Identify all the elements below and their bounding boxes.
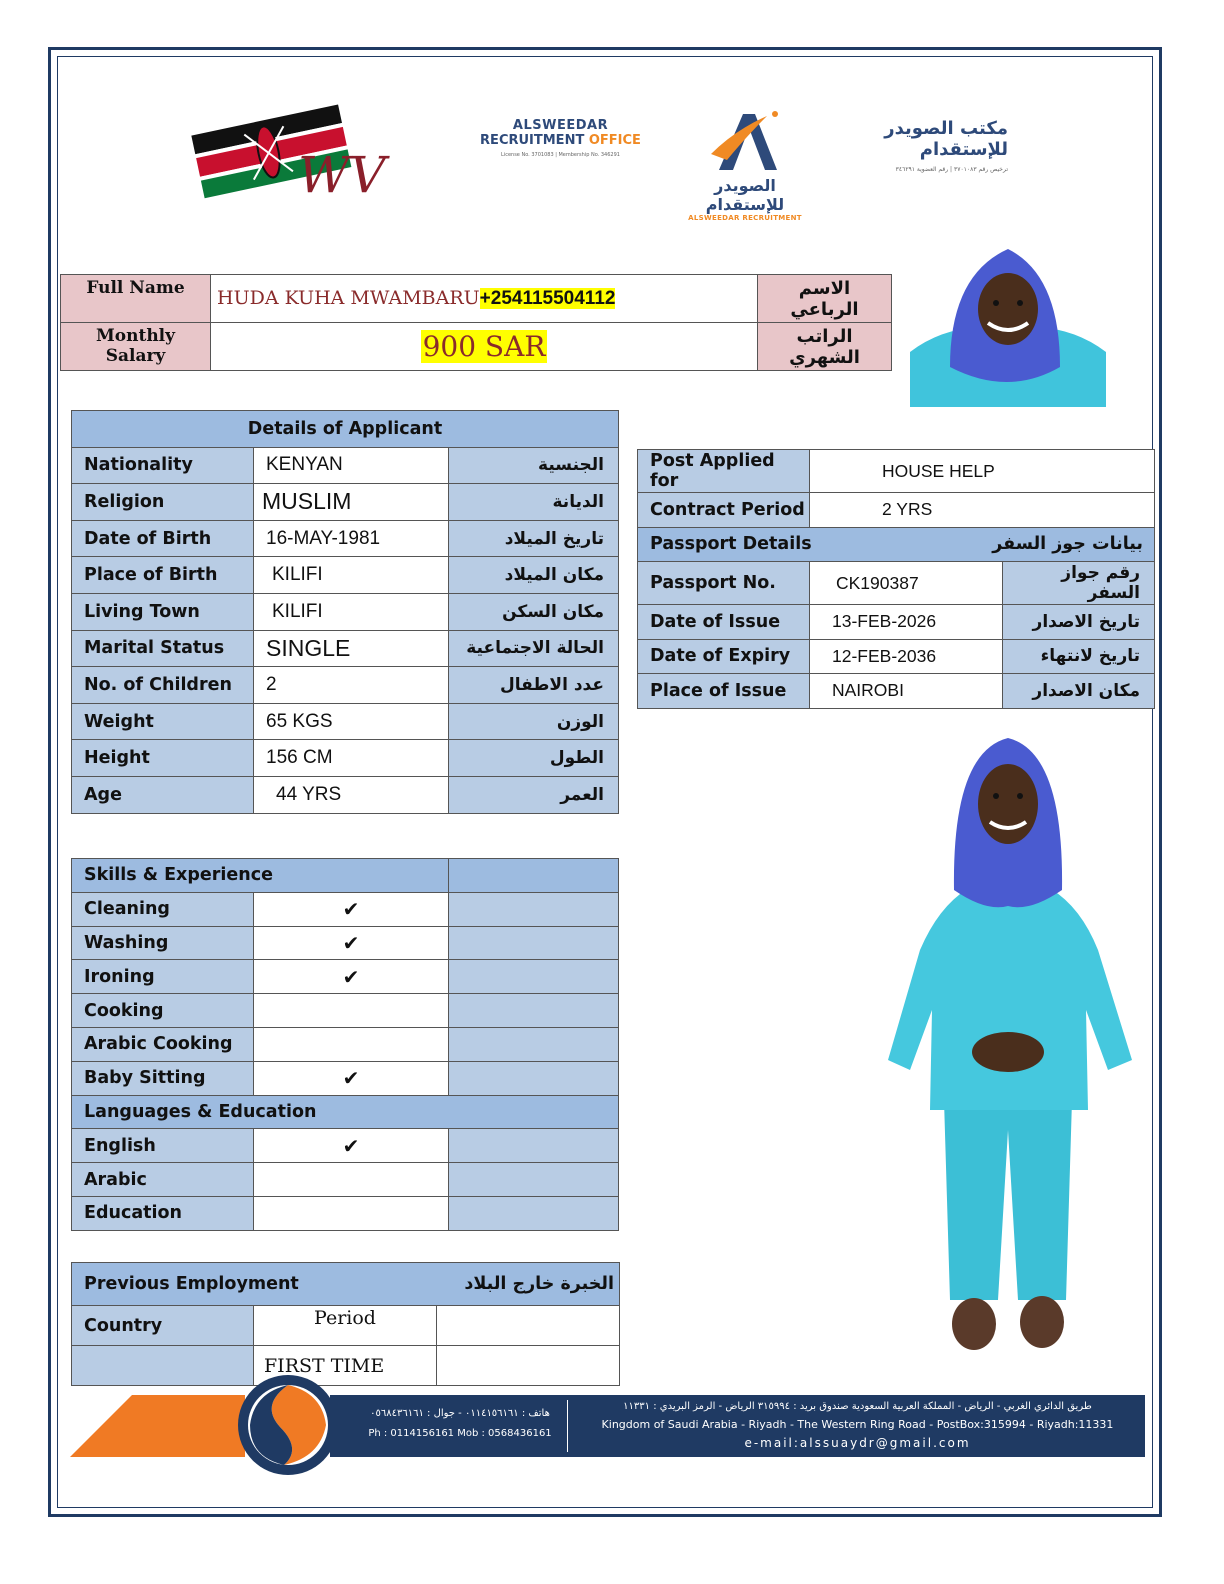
detail-label: Marital Status [72, 630, 254, 667]
table-row [638, 562, 1155, 605]
skill-check [254, 994, 449, 1028]
language-check: ✔ [254, 1129, 449, 1163]
table-row [72, 994, 619, 1028]
detail-label-ar: عدد الاطفال [449, 667, 619, 704]
period-label: Period [254, 1306, 437, 1346]
passport-value: 12-FEB-2036 [810, 639, 1003, 674]
table-row [638, 605, 1155, 640]
contract-value: 2 YRS [810, 493, 1155, 528]
wv-logo-text: WV [298, 146, 386, 204]
table-row [72, 593, 619, 630]
passport-label: Date of Expiry [638, 639, 810, 674]
detail-label: Nationality [72, 447, 254, 484]
skills-title: Skills & Experience [72, 859, 449, 893]
a-letter-icon [705, 108, 785, 174]
employment-value: FIRST TIME [254, 1346, 437, 1386]
footer-address [575, 1398, 1140, 1452]
passport-label-ar: تاريخ الاصدار [1003, 605, 1155, 640]
passport-section-title-ar: بيانات جوز السفر [992, 534, 1143, 555]
detail-label-ar: الحالة الاجتماعية [449, 630, 619, 667]
post-value: HOUSE HELP [810, 450, 1155, 493]
details-title: Details of Applicant [72, 411, 619, 448]
detail-label: Place of Birth [72, 557, 254, 594]
footer-address-ar: طريق الدائري الغربي - الرياض - المملكة العربية السعودية صندوق بريد : ٣١٥٩٩٤ الرياض - الرمز البريدي : ١١٣٣١ [623, 1401, 1092, 1412]
detail-label-ar: الوزن [449, 703, 619, 740]
detail-label: Height [72, 740, 254, 777]
detail-label-ar: الطول [449, 740, 619, 777]
alsweedar-a-logo-en: ALSWEEDAR RECRUITMENT [688, 214, 802, 222]
office-logo-ar: مكتب الصويدر للإستقدام [884, 118, 1008, 160]
languages-title: Languages & Education [72, 1095, 619, 1129]
detail-value: KILIFI [254, 593, 449, 630]
passport-label: Passport No. [638, 562, 810, 605]
detail-label: No. of Children [72, 667, 254, 704]
language-label: English [72, 1129, 254, 1163]
detail-value: 44 YRS [254, 776, 449, 813]
employment-extra [437, 1346, 620, 1386]
detail-label: Religion [72, 484, 254, 521]
skill-extra [449, 1027, 619, 1061]
office-logo [828, 118, 1008, 173]
language-extra [449, 1129, 619, 1163]
detail-label-ar: الجنسية [449, 447, 619, 484]
table-row [638, 639, 1155, 674]
office-logo-sub: ترخيص رقم ٣٧٠١٠٨٣ | رقم العضوية ٣٤٦٢٩١ [895, 166, 1008, 173]
table-row [72, 447, 619, 484]
alsweedar-logo-line2: RECRUITMENT OFFICE [480, 133, 641, 148]
name-salary-table [60, 274, 892, 371]
previous-employment-table [71, 1262, 620, 1386]
skill-label: Cleaning [72, 892, 254, 926]
applicant-full-photo [880, 730, 1140, 1360]
detail-value: 16-MAY-1981 [254, 520, 449, 557]
employment-title-ar: الخبرة خارج البلاد [464, 1274, 614, 1294]
employment-title: Previous Employment الخبرة خارج البلاد [72, 1263, 620, 1306]
skill-extra [449, 1061, 619, 1095]
table-row [72, 667, 619, 704]
passport-label-ar: تاريخ لانتهاء [1003, 639, 1155, 674]
applicant-details-table [71, 410, 619, 814]
table-row [72, 1129, 619, 1163]
detail-label-ar: مكان السكن [449, 593, 619, 630]
language-check [254, 1196, 449, 1230]
detail-label-ar: الديانة [449, 484, 619, 521]
post-label: Post Applied for [638, 450, 810, 493]
full-name-label-ar: الاسم الرباعي [758, 275, 892, 323]
skill-label: Cooking [72, 994, 254, 1028]
detail-value: KENYAN [254, 447, 449, 484]
language-label: Education [72, 1196, 254, 1230]
language-extra [449, 1196, 619, 1230]
footer-divider [567, 1400, 568, 1452]
detail-label-ar: العمر [449, 776, 619, 813]
table-row [72, 1306, 620, 1346]
table-row [72, 1027, 619, 1061]
footer-email[interactable]: e-mail:alssuaydr@gmail.com [744, 1436, 971, 1450]
skill-check: ✔ [254, 1061, 449, 1095]
table-row [72, 960, 619, 994]
passport-value: CK190387 [810, 562, 1003, 605]
contract-label: Contract Period [638, 493, 810, 528]
table-row [638, 674, 1155, 709]
footer-emblem [70, 1375, 345, 1475]
detail-label-ar: مكان الميلاد [449, 557, 619, 594]
detail-value: KILIFI [254, 557, 449, 594]
language-extra [449, 1163, 619, 1197]
table-row [638, 493, 1155, 528]
detail-value: SINGLE [254, 630, 449, 667]
detail-value: 156 CM [254, 740, 449, 777]
skill-check: ✔ [254, 960, 449, 994]
detail-label-ar: تاريخ الميلاد [449, 520, 619, 557]
skill-extra [449, 926, 619, 960]
table-row [638, 527, 1155, 562]
table-row [72, 484, 619, 521]
footer-address-en: Kingdom of Saudi Arabia - Riyadh - The Western Ring Road - PostBox:315994 - Riyadh:11331 [601, 1418, 1114, 1431]
passport-label: Date of Issue [638, 605, 810, 640]
table-row [638, 450, 1155, 493]
table-row [72, 1196, 619, 1230]
country-label: Country [72, 1306, 254, 1346]
passport-label: Place of Issue [638, 674, 810, 709]
salary-cell [211, 323, 758, 371]
salary-value: 900 SAR [422, 330, 546, 363]
skill-label: Washing [72, 926, 254, 960]
alsweedar-logo-license: License No. 3701083 | Membership No. 346291 [501, 152, 620, 158]
full-name-value: HUDA KUHA MWAMBARU+254115504112 [211, 275, 758, 323]
table-row [72, 630, 619, 667]
passport-label-ar: مكان الاصدار [1003, 674, 1155, 709]
detail-value: 65 KGS [254, 703, 449, 740]
skill-extra [449, 960, 619, 994]
skill-extra [449, 892, 619, 926]
table-row [72, 1163, 619, 1197]
table-row [72, 1061, 619, 1095]
detail-value: MUSLIM [254, 484, 449, 521]
kenya-flag-logo [188, 100, 403, 205]
skills-title-blank [449, 859, 619, 893]
skill-check: ✔ [254, 892, 449, 926]
passport-value: 13-FEB-2026 [810, 605, 1003, 640]
table-row [72, 776, 619, 813]
footer-phone-en: Ph : 0114156161 Mob : 0568436161 [368, 1428, 552, 1439]
footer-phone-ar: هاتف : ٠١١٤١٥٦١٦١ - جوال : ٠٥٦٨٤٣٦١٦١ [370, 1408, 550, 1419]
passport-section-title: Passport Details بيانات جوز السفر [638, 527, 1155, 562]
passport-label-ar: رقم جواز السفر [1003, 562, 1155, 605]
skills-table [71, 858, 619, 1231]
applicant-headshot [910, 247, 1106, 407]
full-name-label: Full Name [61, 275, 211, 323]
alsweedar-a-logo-ar: الصويدر للإستقدام [705, 176, 785, 214]
phone-number: +254115504112 [479, 288, 616, 309]
passport-details-table [637, 449, 1155, 709]
alsweedar-logo [478, 118, 643, 158]
detail-label: Living Town [72, 593, 254, 630]
table-row [72, 740, 619, 777]
alsweedar-a-logo [680, 108, 810, 222]
skill-check [254, 1027, 449, 1061]
employment-extra [437, 1306, 620, 1346]
passport-value: NAIROBI [810, 674, 1003, 709]
salary-label: Monthly Salary [61, 323, 211, 371]
detail-label: Weight [72, 703, 254, 740]
skill-label: Ironing [72, 960, 254, 994]
table-row [72, 703, 619, 740]
table-row [72, 520, 619, 557]
table-row [72, 926, 619, 960]
detail-label: Date of Birth [72, 520, 254, 557]
language-check [254, 1163, 449, 1197]
table-row [72, 892, 619, 926]
skill-extra [449, 994, 619, 1028]
alsweedar-logo-line1: ALSWEEDAR [512, 118, 609, 133]
skill-label: Baby Sitting [72, 1061, 254, 1095]
table-row [72, 557, 619, 594]
language-label: Arabic [72, 1163, 254, 1197]
skill-label: Arabic Cooking [72, 1027, 254, 1061]
detail-value: 2 [254, 667, 449, 704]
detail-label: Age [72, 776, 254, 813]
skill-check: ✔ [254, 926, 449, 960]
footer-phone [360, 1404, 560, 1444]
salary-label-ar: الراتب الشهري [758, 323, 892, 371]
